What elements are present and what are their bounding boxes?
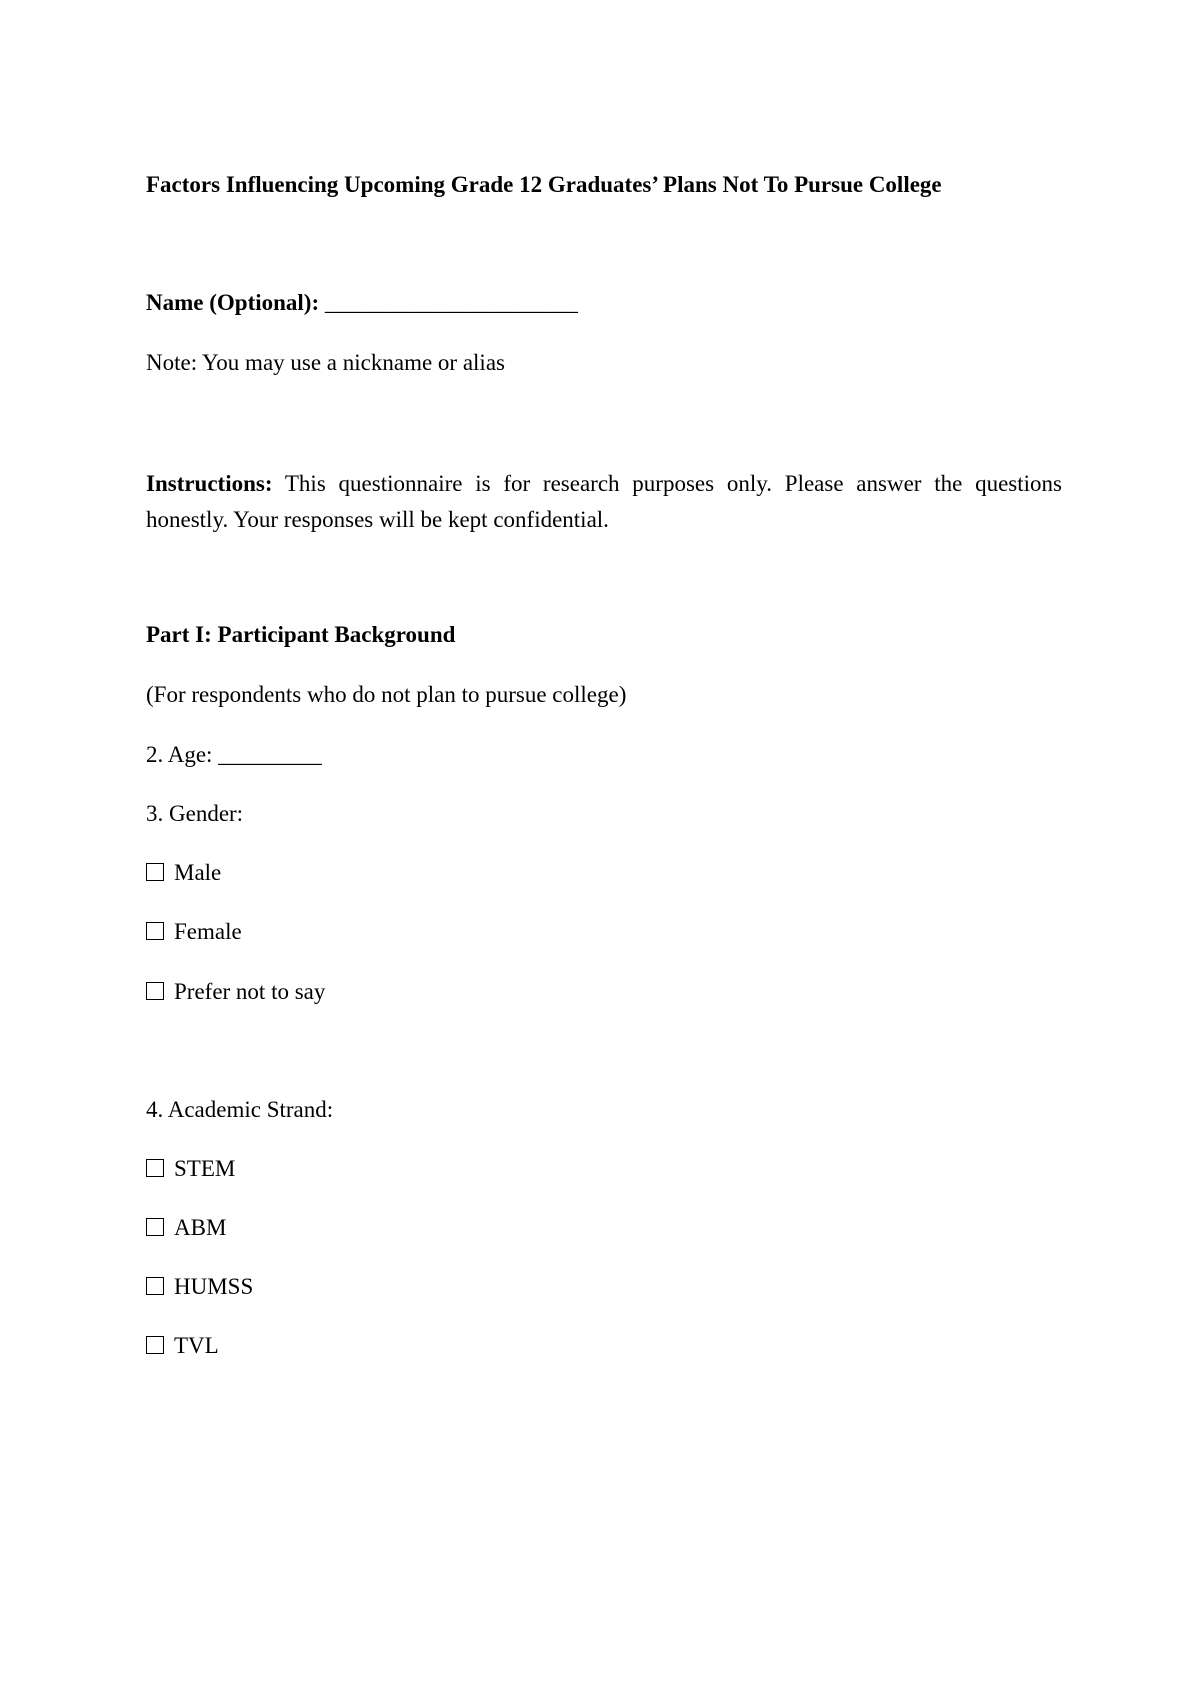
- part1-subheading: (For respondents who do not plan to pursue college): [146, 682, 627, 707]
- document-title: Factors Influencing Upcoming Grade 12 Graduates’ Plans Not To Pursue College: [146, 172, 942, 197]
- checkbox-icon[interactable]: [146, 1336, 164, 1354]
- name-field-label: Name (Optional):: [146, 290, 320, 315]
- checkbox-icon[interactable]: [146, 1218, 164, 1236]
- strand-question-label: 4. Academic Strand:: [146, 1097, 334, 1122]
- option-label: Prefer not to say: [174, 979, 326, 1004]
- instructions-paragraph: [146, 466, 1062, 538]
- gender-option-prefer-not[interactable]: [146, 977, 325, 1007]
- option-label: STEM: [174, 1156, 236, 1181]
- part1-heading: Part I: Participant Background: [146, 622, 456, 647]
- strand-option-abm[interactable]: [146, 1213, 226, 1243]
- age-question: [146, 740, 322, 770]
- checkbox-icon[interactable]: [146, 1277, 164, 1295]
- option-label: TVL: [174, 1333, 219, 1358]
- instructions-text: This questionnaire is for research purposes only. Please answer the questions honestly. Your responses will be kept confidential.: [146, 471, 1062, 532]
- gender-question-label: 3. Gender:: [146, 801, 244, 826]
- strand-option-tvl[interactable]: [146, 1331, 219, 1361]
- strand-option-humss[interactable]: [146, 1272, 253, 1302]
- name-field-blank[interactable]: ______________________: [324, 290, 578, 315]
- age-label: 2. Age:: [146, 742, 213, 767]
- checkbox-icon[interactable]: [146, 1159, 164, 1177]
- gender-option-female[interactable]: [146, 917, 242, 947]
- instructions-label: Instructions:: [146, 471, 273, 496]
- gender-option-male[interactable]: [146, 858, 221, 888]
- checkbox-icon[interactable]: [146, 982, 164, 1000]
- option-label: Male: [174, 860, 222, 885]
- option-label: ABM: [174, 1215, 227, 1240]
- checkbox-icon[interactable]: [146, 863, 164, 881]
- strand-option-stem[interactable]: [146, 1154, 235, 1184]
- option-label: HUMSS: [174, 1274, 254, 1299]
- note-text: Note: You may use a nickname or alias: [146, 350, 505, 375]
- age-blank[interactable]: _________: [218, 742, 322, 767]
- checkbox-icon[interactable]: [146, 922, 164, 940]
- option-label: Female: [174, 919, 242, 944]
- name-field: [146, 288, 578, 318]
